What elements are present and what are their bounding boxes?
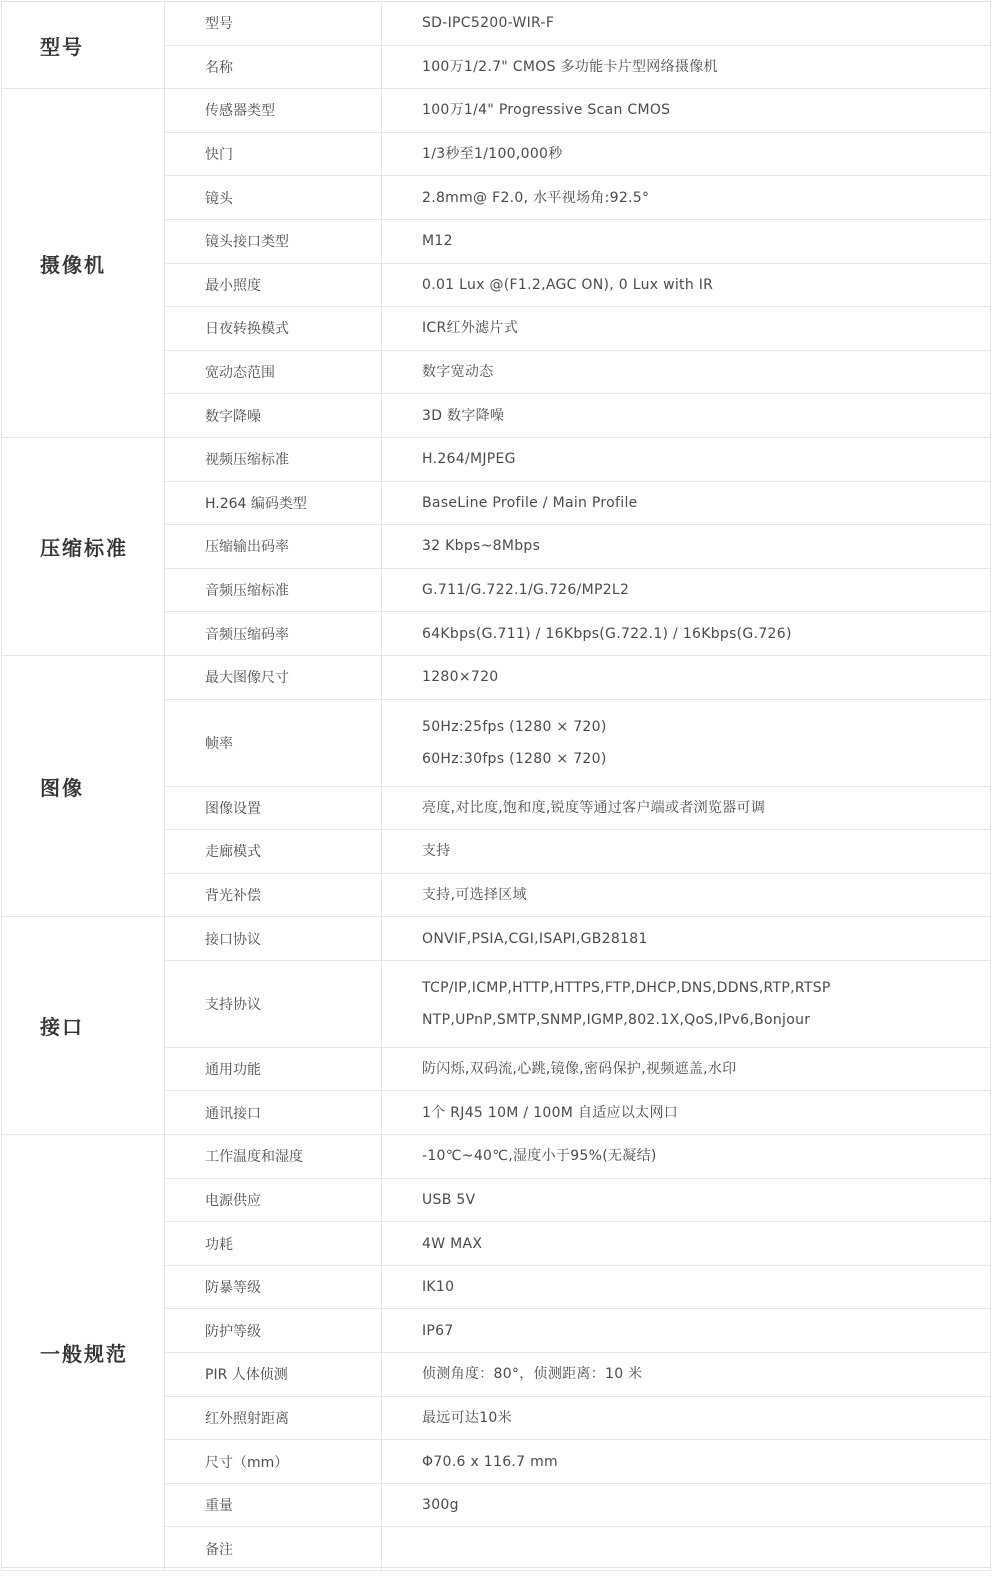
spec-row: [2, 1135, 991, 1179]
spec-value-line: 2.8mm@ F2.0, 水平视场角:92.5°: [422, 189, 650, 206]
spec-label: 支持协议: [165, 960, 382, 1047]
spec-label: 型号: [165, 2, 382, 46]
spec-value: [382, 437, 991, 481]
spec-value: [382, 1483, 991, 1527]
spec-value: [382, 350, 991, 394]
section-category: 压缩标准: [2, 437, 165, 655]
spec-value: [382, 525, 991, 569]
spec-value: [382, 307, 991, 351]
spec-label: 数字降噪: [165, 394, 382, 438]
spec-label: 宽动态范围: [165, 350, 382, 394]
spec-label: 传感器类型: [165, 89, 382, 133]
spec-label: 防暴等级: [165, 1265, 382, 1309]
spec-value: [382, 1178, 991, 1222]
spec-value: [382, 1265, 991, 1309]
spec-value: [382, 1309, 991, 1353]
spec-row: [2, 917, 991, 961]
spec-value-line: 支持,可选择区域: [422, 886, 527, 903]
spec-row: [2, 655, 991, 699]
spec-label: 最小照度: [165, 263, 382, 307]
spec-value-line: 1/3秒至1/100,000秒: [422, 146, 563, 163]
section-category: 摄像机: [2, 89, 165, 438]
spec-label: 名称: [165, 45, 382, 89]
spec-value-line: Φ70.6 x 116.7 mm: [422, 1453, 558, 1470]
spec-value-line: 4W MAX: [422, 1235, 483, 1252]
spec-label: 通讯接口: [165, 1091, 382, 1135]
spec-label: 镜头接口类型: [165, 219, 382, 263]
spec-label: 镜头: [165, 176, 382, 220]
spec-value-line: 支持: [422, 843, 451, 860]
spec-value-line: H.264/MJPEG: [422, 451, 516, 468]
spec-value: [382, 1396, 991, 1440]
spec-value-line: M12: [422, 233, 453, 250]
spec-label: 快门: [165, 132, 382, 176]
section-category: 接口: [2, 917, 165, 1135]
spec-value-line: 32 Kbps~8Mbps: [422, 538, 541, 555]
spec-table: [1, 1, 991, 1571]
spec-label: 接口协议: [165, 917, 382, 961]
spec-value-line: 50Hz:25fps (1280 × 720): [422, 718, 607, 735]
spec-value-line: IP67: [422, 1322, 454, 1339]
spec-value: [382, 89, 991, 133]
spec-value: [382, 960, 991, 1047]
spec-value-line: USB 5V: [422, 1191, 476, 1208]
spec-label: 音频压缩标准: [165, 568, 382, 612]
spec-value-line: NTP,UPnP,SMTP,SNMP,IGMP,802.1X,QoS,IPv6,Bonjour: [422, 1011, 811, 1028]
spec-value-line: IK10: [422, 1279, 455, 1296]
spec-value: [382, 2, 991, 46]
spec-value: [382, 263, 991, 307]
spec-value: [382, 830, 991, 874]
spec-table-body: [2, 2, 991, 1571]
spec-value-line: 侦测角度：80°，侦测距离：10 米: [422, 1366, 643, 1383]
spec-value-line: TCP/IP,ICMP,HTTP,HTTPS,FTP,DHCP,DNS,DDNS,RTP,RTSP: [422, 979, 831, 996]
spec-value-line: 300g: [422, 1497, 459, 1514]
spec-value-line: 防闪烁,双码流,心跳,镜像,密码保护,视频遮盖,水印: [422, 1061, 737, 1078]
spec-label: 音频压缩码率: [165, 612, 382, 656]
section-category: 图像: [2, 655, 165, 916]
spec-label: 走廊模式: [165, 830, 382, 874]
spec-value: [382, 394, 991, 438]
spec-label: 最大图像尺寸: [165, 655, 382, 699]
spec-label: H.264 编码类型: [165, 481, 382, 525]
spec-label: 电源供应: [165, 1178, 382, 1222]
spec-label: 图像设置: [165, 786, 382, 830]
spec-label: 背光补偿: [165, 873, 382, 917]
section-category: 一般规范: [2, 1135, 165, 1571]
spec-value-line: 亮度,对比度,饱和度,锐度等通过客户端或者浏览器可调: [422, 799, 766, 816]
spec-value: [382, 655, 991, 699]
spec-value: [382, 1353, 991, 1397]
spec-label: 重量: [165, 1483, 382, 1527]
spec-value: [382, 45, 991, 89]
spec-value: [382, 1440, 991, 1484]
spec-label: 尺寸（mm）: [165, 1440, 382, 1484]
spec-value: [382, 612, 991, 656]
spec-value: [382, 1135, 991, 1179]
spec-row: [2, 2, 991, 46]
spec-value-line: 64Kbps(G.711) / 16Kbps(G.722.1) / 16Kbps(G.726): [422, 625, 792, 642]
spec-value: [382, 1527, 991, 1571]
spec-value: [382, 1222, 991, 1266]
spec-value-line: 3D 数字降噪: [422, 407, 505, 424]
spec-row: [2, 89, 991, 133]
spec-label: 通用功能: [165, 1047, 382, 1091]
spec-label: 功耗: [165, 1222, 382, 1266]
spec-label: 压缩输出码率: [165, 525, 382, 569]
spec-value: [382, 176, 991, 220]
spec-value-line: ICR红外滤片式: [422, 320, 519, 337]
spec-label: 工作温度和湿度: [165, 1135, 382, 1179]
spec-value-line: G.711/G.722.1/G.726/MP2L2: [422, 582, 630, 599]
spec-value-line: -10℃~40℃,湿度小于95%(无凝结): [422, 1148, 657, 1165]
spec-label: PIR 人体侦测: [165, 1353, 382, 1397]
spec-value-line: SD-IPC5200-WIR-F: [422, 15, 555, 32]
spec-value: [382, 481, 991, 525]
spec-value: [382, 873, 991, 917]
spec-label: 防护等级: [165, 1309, 382, 1353]
section-category: 型号: [2, 2, 165, 89]
spec-value-line: BaseLine Profile / Main Profile: [422, 494, 638, 511]
spec-value-line: 数字宽动态: [422, 364, 494, 381]
spec-value: [382, 699, 991, 786]
spec-value: [382, 786, 991, 830]
spec-value-line: 100万1/2.7" CMOS 多功能卡片型网络摄像机: [422, 58, 718, 75]
spec-label: 红外照射距离: [165, 1396, 382, 1440]
spec-value: [382, 1091, 991, 1135]
spec-value-line: 60Hz:30fps (1280 × 720): [422, 750, 607, 767]
spec-value: [382, 132, 991, 176]
spec-value-line: 0.01 Lux @(F1.2,AGC ON), 0 Lux with IR: [422, 276, 714, 293]
spec-label: 日夜转换模式: [165, 307, 382, 351]
spec-value-line: ONVIF,PSIA,CGI,ISAPI,GB28181: [422, 930, 648, 947]
spec-value: [382, 219, 991, 263]
spec-value: [382, 568, 991, 612]
spec-value-line: 最远可达10米: [422, 1409, 512, 1426]
spec-row: [2, 437, 991, 481]
spec-value-line: 1个 RJ45 10M / 100M 自适应以太网口: [422, 1104, 679, 1121]
spec-value-line: 100万1/4" Progressive Scan CMOS: [422, 102, 671, 119]
spec-value-line: 1280×720: [422, 669, 499, 686]
spec-label: 备注: [165, 1527, 382, 1571]
spec-value: [382, 1047, 991, 1091]
spec-label: 帧率: [165, 699, 382, 786]
spec-label: 视频压缩标准: [165, 437, 382, 481]
spec-value: [382, 917, 991, 961]
